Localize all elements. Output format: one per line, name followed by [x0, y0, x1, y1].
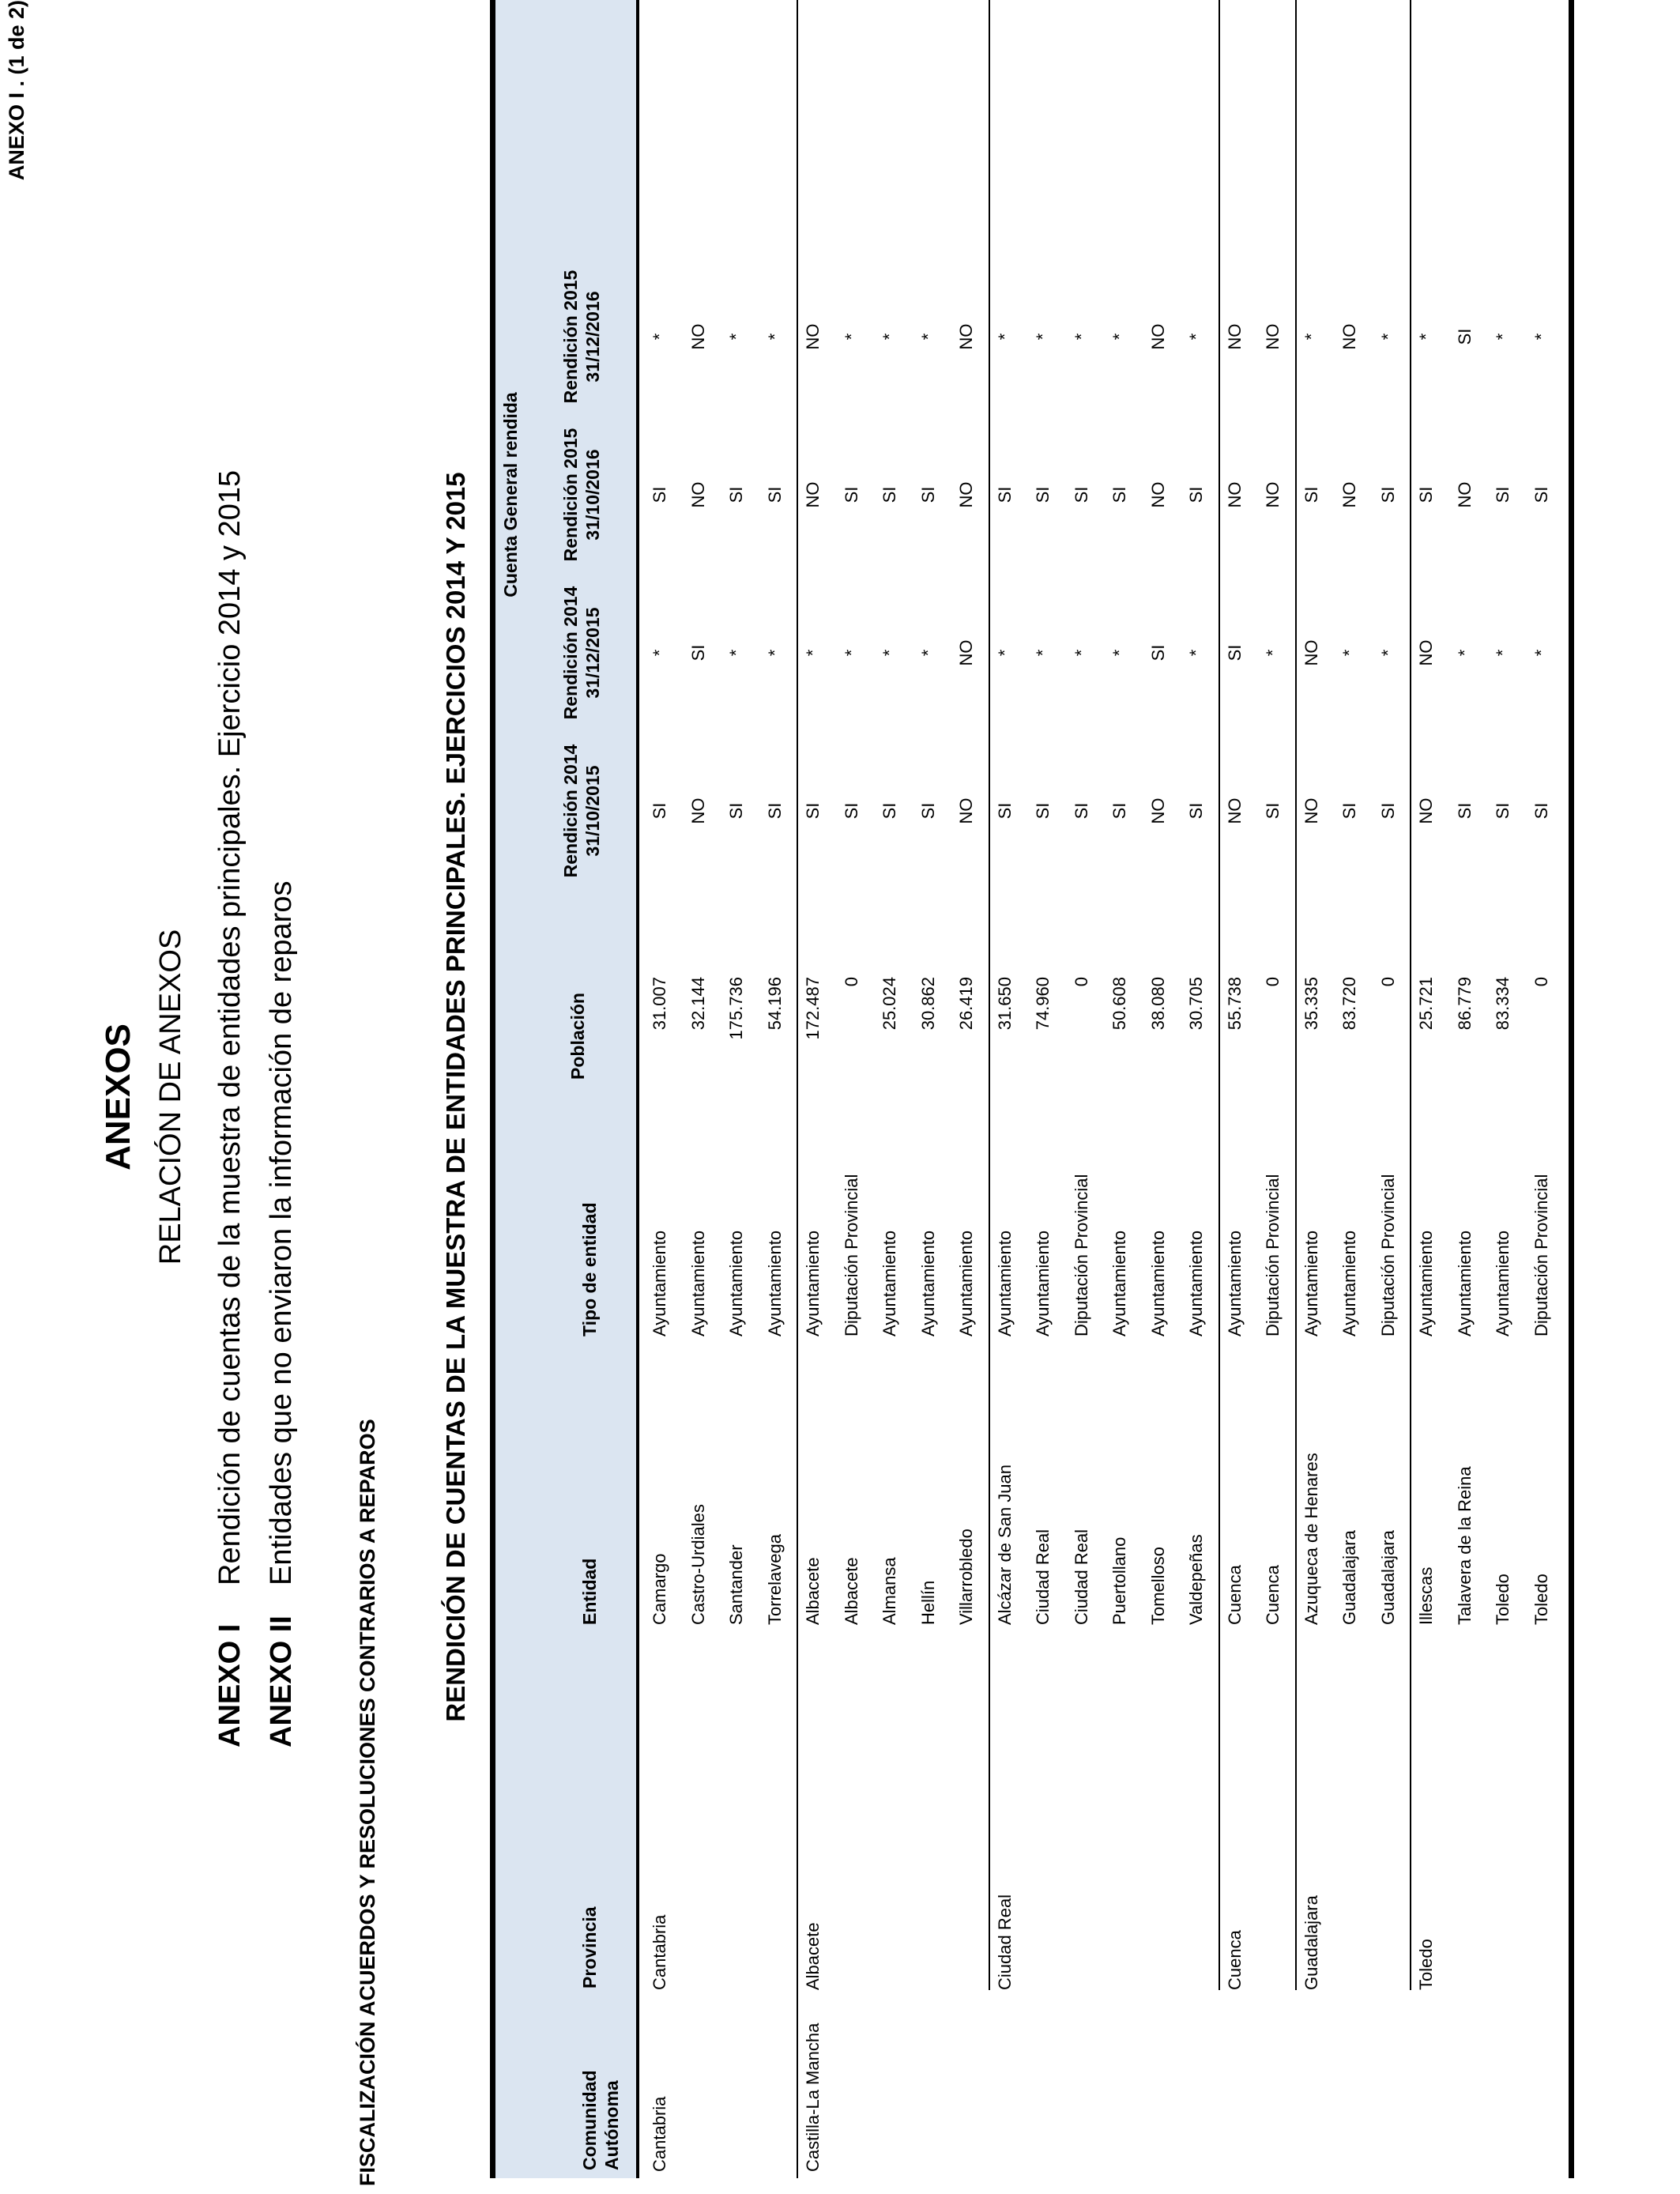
cell-entidad: Cuenca: [1224, 1565, 1245, 1625]
cell-tipo: Ayuntamiento: [1224, 1230, 1245, 1336]
cell-r2: *: [1109, 649, 1129, 657]
cell-tipo: Ayuntamiento: [803, 1230, 823, 1336]
cell-tipo: Ayuntamiento: [1186, 1230, 1206, 1336]
cell-tipo: Ayuntamiento: [1033, 1230, 1053, 1336]
cell-tipo: Ayuntamiento: [1454, 1230, 1475, 1336]
cell-r1: SI: [803, 802, 823, 820]
cell-r2: NO: [1301, 639, 1321, 666]
cell-r4: *: [1377, 333, 1398, 341]
cell-r3: SI: [994, 486, 1015, 503]
cell-provincia: Albacete: [803, 1922, 823, 1990]
cell-r2: NO: [1416, 639, 1436, 666]
cell-r2: *: [1377, 649, 1398, 657]
cell-r3: SI: [1186, 486, 1206, 503]
cell-r4: *: [994, 333, 1015, 341]
annex-2-name: ANEXO II: [265, 1615, 298, 1747]
cell-r2: *: [917, 649, 938, 657]
cell-poblacion: 0: [1071, 977, 1091, 987]
cell-r1: SI: [1186, 802, 1206, 820]
cell-poblacion: 25.721: [1416, 977, 1436, 1031]
cell-tipo: Ayuntamiento: [1301, 1230, 1321, 1336]
cell-r1: SI: [764, 802, 785, 820]
cell-r4: *: [1416, 333, 1436, 341]
cell-r3: SI: [1301, 486, 1321, 503]
cell-tipo: Diputación Provincial: [1377, 1174, 1398, 1336]
cell-entidad: Guadalajara: [1377, 1530, 1398, 1625]
cell-r3: NO: [956, 481, 976, 508]
cell-tipo: Ayuntamiento: [1339, 1230, 1359, 1336]
cell-tipo: Ayuntamiento: [1147, 1230, 1168, 1336]
cell-r1: SI: [1071, 802, 1091, 820]
cell-entidad: Albacete: [841, 1557, 861, 1625]
report-header: FISCALIZACIÓN ACUERDOS Y RESOLUCIONES CONTRARIOS A REPAROS: [356, 1419, 379, 2186]
cell-r2: *: [841, 649, 861, 657]
cell-r4: *: [1109, 333, 1129, 341]
cell-r1: SI: [650, 802, 669, 820]
cell-r4: NO: [803, 323, 823, 350]
cell-entidad: Ciudad Real: [1071, 1529, 1091, 1625]
cell-r2: *: [1339, 649, 1359, 657]
cell-r1: SI: [841, 802, 861, 820]
cell-r2: *: [803, 649, 823, 657]
cell-r3: SI: [726, 486, 746, 503]
cell-tipo: Diputación Provincial: [1531, 1174, 1551, 1336]
cell-entidad: Santander: [726, 1544, 746, 1625]
cell-r3: SI: [841, 486, 861, 503]
cell-tipo: Ayuntamiento: [917, 1230, 938, 1336]
cell-provincia: Ciudad Real: [994, 1894, 1015, 1990]
cell-r3: SI: [1493, 486, 1512, 503]
cell-entidad: Toledo: [1493, 1574, 1512, 1625]
table-title: RENDICIÓN DE CUENTAS DE LA MUESTRA DE ENTIDADES PRINCIPALES. EJERCICIOS 2014 Y 2015: [441, 472, 470, 1722]
cell-r3: SI: [880, 486, 899, 503]
cell-r3: SI: [1416, 486, 1436, 503]
cell-tipo: Ayuntamiento: [650, 1230, 669, 1336]
cell-r3: NO: [803, 481, 823, 508]
cell-r3: SI: [650, 486, 669, 503]
cell-entidad: Torrelavega: [764, 1534, 785, 1625]
cell-r2: *: [1531, 649, 1551, 657]
cell-r4: *: [841, 333, 861, 341]
cell-r1: SI: [917, 802, 938, 820]
cell-r3: NO: [1339, 481, 1359, 508]
cell-tipo: Ayuntamiento: [880, 1230, 899, 1336]
cell-tipo: Ayuntamiento: [1109, 1230, 1129, 1336]
cell-r4: SI: [1454, 328, 1475, 345]
cell-r3: NO: [1224, 481, 1245, 508]
cell-r2: *: [1071, 649, 1091, 657]
cell-poblacion: 55.738: [1224, 977, 1245, 1031]
cell-r1: SI: [1109, 802, 1129, 820]
cell-r3: NO: [1263, 481, 1283, 508]
header-provincia: Provincia: [579, 1906, 600, 1989]
cell-r1: SI: [726, 802, 746, 820]
annex-1-name: ANEXO I: [213, 1623, 247, 1747]
cell-comunidad: Cantabria: [650, 2096, 669, 2172]
cell-tipo: Diputación Provincial: [841, 1174, 861, 1336]
cell-tipo: Ayuntamiento: [1416, 1230, 1436, 1336]
cell-provincia: Cuenca: [1224, 1930, 1245, 1990]
cell-r4: *: [726, 333, 746, 341]
cell-poblacion: 83.334: [1493, 977, 1512, 1031]
cell-r2: *: [880, 649, 899, 657]
cell-poblacion: 172.487: [803, 977, 823, 1040]
cell-r2: *: [1033, 649, 1053, 657]
cell-tipo: Ayuntamiento: [1493, 1230, 1512, 1336]
header-tipo: Tipo de entidad: [579, 1202, 600, 1336]
cell-entidad: Talavera de la Reina: [1454, 1466, 1475, 1625]
cell-entidad: Cuenca: [1263, 1565, 1283, 1625]
cell-entidad: Camargo: [650, 1553, 669, 1625]
cell-entidad: Villarrobledo: [956, 1529, 976, 1625]
cell-poblacion: 0: [841, 977, 861, 987]
cell-poblacion: 0: [1531, 977, 1551, 987]
annex-2-description: Entidades que no enviaron la información de reparos: [265, 880, 298, 1585]
annex-1-description: Rendición de cuentas de la muestra de entidades principales. Ejercicio 2014 y 2015: [213, 469, 247, 1585]
cell-r4: *: [917, 333, 938, 341]
cell-entidad: Hellín: [917, 1580, 938, 1625]
header-cuenta-general: Cuenta General rendida: [500, 392, 521, 598]
cell-tipo: Ayuntamiento: [687, 1230, 708, 1336]
cell-poblacion: 54.196: [764, 977, 785, 1031]
cell-poblacion: 0: [1377, 977, 1398, 987]
cell-tipo: Ayuntamiento: [956, 1230, 976, 1336]
cell-r3: SI: [917, 486, 938, 503]
cell-r4: NO: [1339, 323, 1359, 350]
cell-r1: NO: [1301, 797, 1321, 824]
cell-r2: *: [1493, 649, 1512, 657]
cell-poblacion: 35.335: [1301, 977, 1321, 1031]
cell-r1: SI: [880, 802, 899, 820]
cell-r4: *: [764, 333, 785, 341]
cell-poblacion: 32.144: [687, 977, 708, 1031]
cell-r3: NO: [687, 481, 708, 508]
cell-r1: SI: [994, 802, 1015, 820]
cell-r2: *: [1263, 649, 1283, 657]
cell-tipo: Diputación Provincial: [1263, 1174, 1283, 1336]
cell-poblacion: 50.608: [1109, 977, 1129, 1031]
cell-r1: SI: [1531, 802, 1551, 820]
cell-entidad: Illescas: [1416, 1566, 1436, 1625]
header-rendicion-2015-dic: Rendición 2015 31/12/2016: [560, 270, 603, 404]
cell-entidad: Azuqueca de Henares: [1301, 1453, 1321, 1625]
cell-r1: SI: [1493, 802, 1512, 820]
header-rendicion-2015-oct: Rendición 2015 31/10/2016: [560, 428, 603, 562]
cell-provincia: Cantabria: [650, 1914, 669, 1990]
cell-r3: SI: [1109, 486, 1129, 503]
cell-poblacion: 0: [1263, 977, 1283, 987]
province-separator: [1295, 0, 1297, 1990]
cell-r2: *: [1454, 649, 1475, 657]
cell-poblacion: 26.419: [956, 977, 976, 1031]
cell-provincia: Toledo: [1416, 1939, 1436, 1990]
cell-r4: NO: [1263, 323, 1283, 350]
cell-r4: *: [1531, 333, 1551, 341]
cell-poblacion: 25.024: [880, 977, 899, 1031]
cell-poblacion: 30.705: [1186, 977, 1206, 1031]
cell-r2: *: [994, 649, 1015, 657]
cell-poblacion: 30.862: [917, 977, 938, 1031]
cell-r3: SI: [1377, 486, 1398, 503]
cell-r4: NO: [687, 323, 708, 350]
cell-r3: SI: [1531, 486, 1551, 503]
cell-r4: NO: [1224, 323, 1245, 350]
cell-entidad: Toledo: [1531, 1574, 1551, 1625]
cell-r3: SI: [1071, 486, 1091, 503]
cell-poblacion: 38.080: [1147, 977, 1168, 1031]
cell-r2: *: [764, 649, 785, 657]
cell-tipo: Ayuntamiento: [726, 1230, 746, 1336]
cell-entidad: Castro-Urdiales: [687, 1504, 708, 1625]
cell-tipo: Ayuntamiento: [994, 1230, 1015, 1336]
cell-r4: *: [1033, 333, 1053, 341]
cell-entidad: Valdepeñas: [1186, 1534, 1206, 1625]
province-separator: [989, 0, 990, 1990]
cell-r4: *: [1071, 333, 1091, 341]
cell-r2: *: [1186, 649, 1206, 657]
cell-r3: NO: [1147, 481, 1168, 508]
cell-tipo: Diputación Provincial: [1071, 1174, 1091, 1336]
table-header-rule: [636, 0, 639, 2178]
cell-r4: *: [880, 333, 899, 341]
cell-entidad: Tomelloso: [1147, 1546, 1168, 1625]
cell-entidad: Almansa: [880, 1557, 899, 1625]
cell-r3: NO: [1454, 481, 1475, 508]
province-separator: [1219, 0, 1220, 1990]
annex-page-marker: ANEXO I . (1 de 2): [5, 0, 28, 181]
cell-entidad: Puertollano: [1109, 1536, 1129, 1625]
cell-poblacion: 31.650: [994, 977, 1015, 1031]
cell-poblacion: 74.960: [1033, 977, 1053, 1031]
cell-entidad: Albacete: [803, 1557, 823, 1625]
cell-r4: *: [1301, 333, 1321, 341]
cell-r4: *: [1493, 333, 1512, 341]
cell-r2: NO: [956, 639, 976, 666]
cell-entidad: Ciudad Real: [1033, 1529, 1053, 1625]
cell-r1: NO: [1416, 797, 1436, 824]
cell-r1: NO: [956, 797, 976, 824]
cell-r1: SI: [1377, 802, 1398, 820]
cell-r3: SI: [1033, 486, 1053, 503]
cell-r2: SI: [687, 644, 708, 662]
cell-poblacion: 83.720: [1339, 977, 1359, 1031]
cell-poblacion: 31.007: [650, 977, 669, 1031]
province-separator: [1410, 0, 1411, 1990]
cell-entidad: Alcázar de San Juan: [994, 1464, 1015, 1625]
cell-r4: NO: [1147, 323, 1168, 350]
table-top-rule: [490, 0, 495, 2178]
header-comunidad: Comunidad Autónoma: [579, 2070, 622, 2170]
cell-r4: NO: [956, 323, 976, 350]
table-bottom-rule: [1569, 0, 1574, 2178]
cell-r1: SI: [1033, 802, 1053, 820]
cell-r1: SI: [1454, 802, 1475, 820]
cell-poblacion: 86.779: [1454, 977, 1475, 1031]
cell-r1: SI: [1263, 802, 1283, 820]
header-poblacion: Población: [567, 993, 588, 1080]
cell-r2: SI: [1147, 644, 1168, 662]
page-title: ANEXOS: [99, 1023, 137, 1171]
cell-entidad: Guadalajara: [1339, 1530, 1359, 1625]
header-rendicion-2014-dic: Rendición 2014 31/12/2015: [560, 586, 603, 720]
cell-r3: SI: [764, 486, 785, 503]
cell-poblacion: 175.736: [726, 977, 746, 1040]
cell-provincia: Guadalajara: [1301, 1895, 1321, 1990]
cell-r4: *: [650, 333, 669, 341]
header-entidad: Entidad: [579, 1558, 600, 1625]
header-rendicion-2014-oct: Rendición 2014 31/10/2015: [560, 744, 603, 878]
cell-tipo: Ayuntamiento: [764, 1230, 785, 1336]
cell-r4: *: [1186, 333, 1206, 341]
page-subtitle: RELACIÓN DE ANEXOS: [154, 929, 187, 1265]
cell-r1: NO: [1224, 797, 1245, 824]
cell-r1: NO: [687, 797, 708, 824]
group-separator: [797, 0, 798, 2178]
cell-r2: SI: [1224, 644, 1245, 662]
cell-r1: SI: [1339, 802, 1359, 820]
cell-r2: *: [726, 649, 746, 657]
cell-comunidad: Castilla-La Mancha: [803, 2022, 823, 2172]
cell-r2: *: [650, 649, 669, 657]
cell-r1: NO: [1147, 797, 1168, 824]
